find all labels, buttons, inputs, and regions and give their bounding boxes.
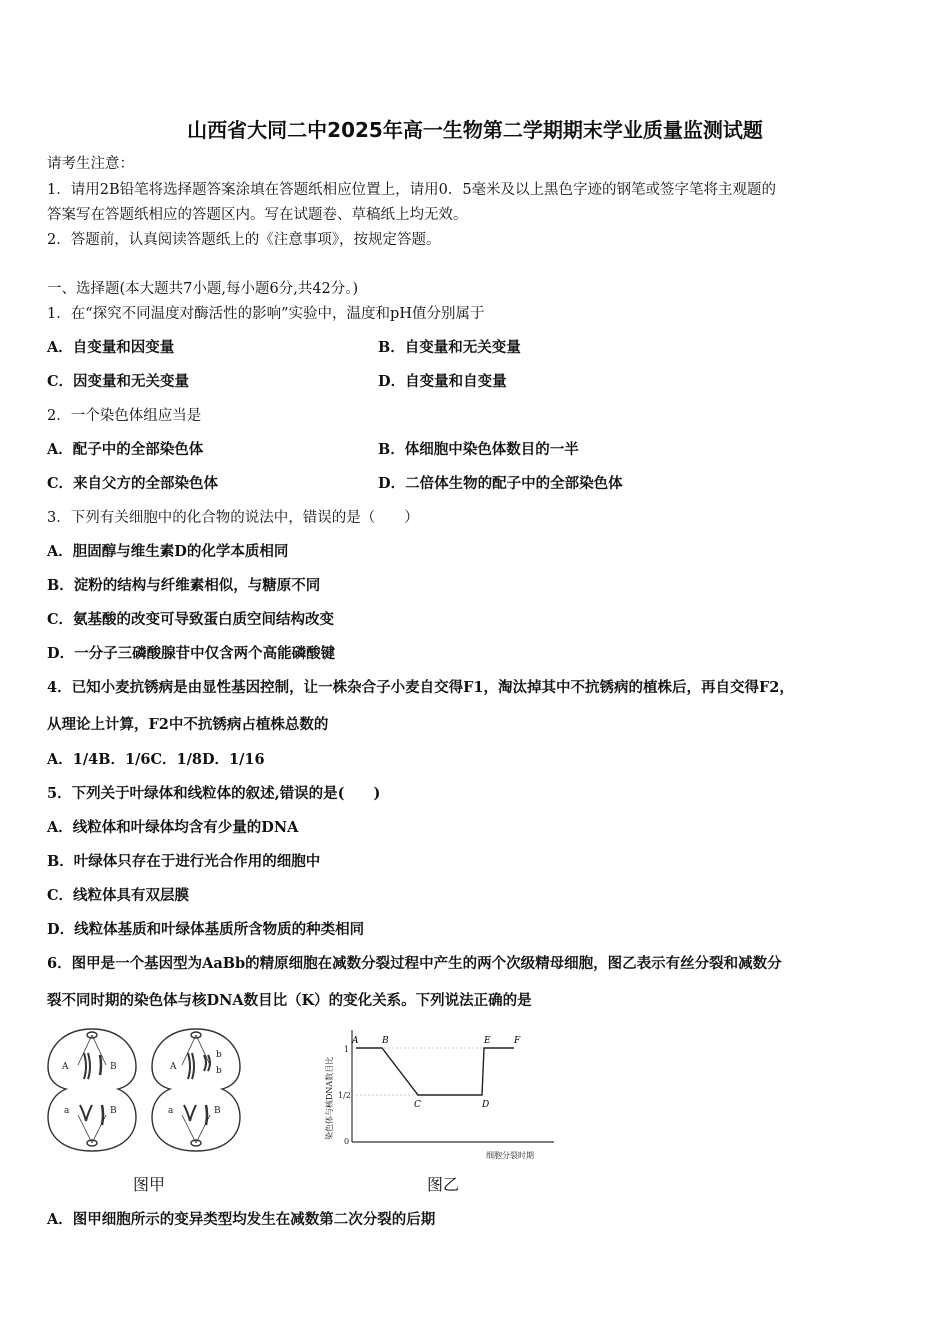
- figure-a-caption: 图甲: [133, 1175, 166, 1194]
- q5-option-b: B．叶绿体只存在于进行光合作用的细胞中: [47, 853, 321, 870]
- page-title: 山西省大同二中2025年高一生物第二学期期末学业质量监测试题: [187, 118, 763, 142]
- q4-options: A．1/4B．1/6C．1/8D．1/16: [47, 751, 265, 768]
- q2-option-b: B．体细胞中染色体数目的一半: [378, 441, 579, 458]
- cell1-label-2: B: [110, 1062, 117, 1072]
- chart-ytick-half: 1/2: [338, 1091, 351, 1100]
- chart-point-label-A: A: [352, 1036, 359, 1046]
- section-heading: 一、选择题(本大题共7小题,每小题6分,共42分。): [47, 281, 359, 297]
- cell2-label-3: b: [216, 1066, 222, 1076]
- q4-stem-2: 从理论上计算，F2中不抗锈病占植株总数的: [47, 716, 329, 733]
- chart-point-label-D: D: [482, 1100, 490, 1110]
- q3-stem: 3．下列有关细胞中的化合物的说法中，错误的是（ ）: [47, 510, 419, 526]
- q5-option-c: C．线粒体具有双层膜: [47, 887, 190, 904]
- cell2-label-2: b: [216, 1050, 222, 1060]
- chart-point-label-F: F: [514, 1036, 521, 1046]
- chart-point-label-C: C: [414, 1100, 421, 1110]
- notice-heading: 请考生注意：: [47, 156, 134, 172]
- chart-x-label: 细胞分裂时期: [486, 1151, 534, 1160]
- q1-option-c: C．因变量和无关变量: [47, 373, 190, 390]
- chart-ytick-0: 0: [344, 1137, 350, 1146]
- figure-b-chart: [318, 1022, 568, 1162]
- chart-series-line: [356, 1048, 514, 1095]
- cell2-label-1: A: [170, 1062, 177, 1072]
- q1-option-d: D．自变量和自变量: [378, 373, 507, 390]
- chart-point-label-B: B: [382, 1036, 389, 1046]
- q2-stem: 2．一个染色体组应当是: [47, 408, 202, 424]
- q2-option-d: D．二倍体生物的配子中的全部染色体: [378, 475, 623, 492]
- cell1-label-3: a: [64, 1106, 70, 1116]
- q3-option-c: C．氨基酸的改变可导致蛋白质空间结构改变: [47, 611, 335, 628]
- cell2-label-4: a: [168, 1106, 174, 1116]
- cell1-label-1: A: [62, 1062, 69, 1072]
- notice-line-3: 2．答题前，认真阅读答题纸上的《注意事项》，按规定答题。: [47, 232, 441, 248]
- figure-a-cells: [44, 1025, 244, 1155]
- chart-ytick-1: 1: [344, 1045, 350, 1054]
- q1-option-b: B．自变量和无关变量: [378, 339, 521, 356]
- q5-option-a: A．线粒体和叶绿体均含有少量的DNA: [47, 819, 299, 836]
- q2-option-a: A．配子中的全部染色体: [47, 441, 204, 458]
- notice-line-2: 答案写在答题纸相应的答题区内。写在试题卷、草稿纸上均无效。: [47, 207, 468, 223]
- figure-b-caption: 图乙: [427, 1175, 460, 1194]
- q1-stem: 1．在“探究不同温度对酶活性的影响”实验中，温度和pH值分别属于: [47, 306, 485, 322]
- q3-option-d: D．一分子三磷酸腺苷中仅含两个高能磷酸键: [47, 645, 336, 662]
- cell2-label-5: B: [214, 1106, 221, 1116]
- q6-stem-1: 6．图甲是一个基因型为AaBb的精原细胞在减数分裂过程中产生的两个次级精母细胞，图乙表示有丝分裂和减数分: [47, 955, 782, 972]
- notice-line-1: 1．请用2B铅笔将选择题答案涂填在答题纸相应位置上，请用0．5毫米及以上黑色字迹的钢笔或签字笔将主观题的: [47, 182, 777, 198]
- chart-point-label-E: E: [484, 1036, 491, 1046]
- q3-option-a: A．胆固醇与维生素D的化学本质相同: [47, 543, 289, 560]
- q1-option-a: A．自变量和因变量: [47, 339, 175, 356]
- q2-option-c: C．来自父方的全部染色体: [47, 475, 219, 492]
- q6-stem-2: 裂不同时期的染色体与核DNA数目比（K）的变化关系。下列说法正确的是: [47, 992, 532, 1009]
- q5-option-d: D．线粒体基质和叶绿体基质所含物质的种类相同: [47, 921, 365, 938]
- chart-y-label: 染色体与核DNA数目比: [325, 1056, 334, 1140]
- q3-option-b: B．淀粉的结构与纤维素相似，与糖原不同: [47, 577, 321, 594]
- cell1-label-4: B: [110, 1106, 117, 1116]
- q5-stem: 5．下列关于叶绿体和线粒体的叙述,错误的是( ): [47, 785, 381, 802]
- q4-stem-1: 4．已知小麦抗锈病是由显性基因控制，让一株杂合子小麦自交得F1，淘汰掉其中不抗锈病的植株后，再自交得F2，: [47, 679, 794, 696]
- q6-option-a: A．图甲细胞所示的变异类型均发生在减数第二次分裂的后期: [47, 1211, 436, 1228]
